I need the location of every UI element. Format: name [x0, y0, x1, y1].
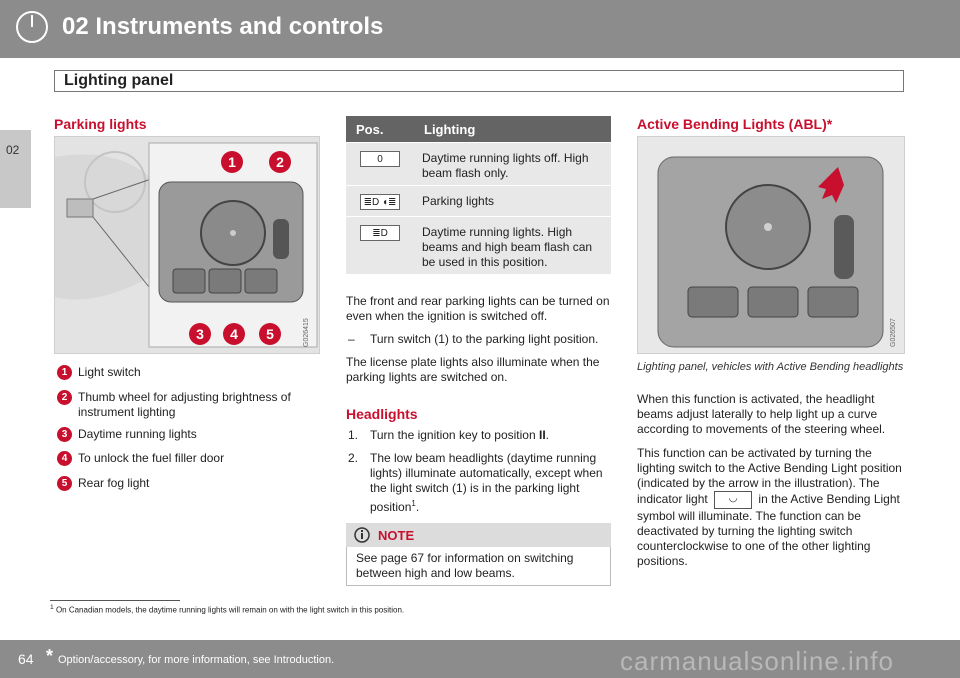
low-beam-icon: ≣D	[360, 225, 400, 241]
abl-paragraph-2	[637, 446, 907, 569]
figure-code: G026507	[890, 318, 897, 347]
parking-lights-heading: Parking lights	[54, 116, 147, 132]
footnote-number: 1	[50, 604, 54, 611]
footer-text: Option/accessory, for more information, see Introduction.	[58, 654, 335, 666]
section-title: Lighting panel	[64, 72, 174, 89]
bullet-instruction: Turn switch (1) to the parking light position.	[370, 332, 599, 346]
callout-badge-5: 5	[57, 476, 72, 491]
figure-callout-2: 2	[269, 151, 291, 173]
step-1-text-c: .	[545, 428, 549, 442]
callout-badge-1: 1	[57, 365, 72, 380]
lighting-positions-table	[346, 116, 611, 274]
abl-indicator-icon: ◡	[714, 491, 752, 509]
footnote	[50, 604, 404, 615]
step-number: 2.	[348, 451, 359, 465]
step-2-text-a: The low beam headlights (daytime running lights) illuminate automatically, except when the light switch (1) is in the parking light position	[370, 451, 603, 514]
abl-paragraph-1: When this function is activated, the headlight beams adjust laterally to help light up a curve according to movements of the steering wheel.	[637, 392, 886, 436]
table-row	[346, 142, 611, 185]
table-header-lighting: Lighting	[424, 121, 476, 137]
footnote-text: On Canadian models, the daytime running lights will remain on with the light switch in this position.	[55, 605, 405, 615]
license-plate-paragraph: The license plate lights also illuminate when the parking lights are switched on.	[346, 355, 600, 384]
ignition-position: II	[538, 428, 546, 442]
table-row	[346, 185, 611, 216]
info-icon	[354, 527, 370, 543]
footnote-divider	[50, 600, 180, 601]
figure-callout-5: 5	[259, 323, 281, 345]
figure-callout-1: 1	[221, 151, 243, 173]
table-row	[346, 216, 611, 274]
footer-star: *	[46, 646, 54, 666]
step-2-text	[370, 451, 615, 515]
callout-badge-2: 2	[57, 390, 72, 405]
chapter-tab	[0, 130, 31, 208]
table-header-pos: Pos.	[356, 121, 384, 137]
gauge-icon	[14, 9, 50, 45]
lighting-panel-figure	[54, 136, 320, 354]
note-title: NOTE	[378, 528, 415, 543]
footnote-ref: 1	[411, 499, 416, 508]
chapter-title: 02 Instruments and controls	[62, 13, 384, 40]
callout-text-2: Thumb wheel for adjusting brightness of instrument lighting	[78, 390, 291, 419]
section-title-box	[54, 70, 904, 92]
chapter-tab-number: 02	[6, 143, 20, 157]
abl-paragraph-2a: This function can be activated by turning the lighting switch to the Active Bending Light position (indicated by the arrow in the illustration). The indicator light	[637, 446, 902, 507]
abl-heading: Active Bending Lights (ABL)*	[637, 116, 833, 132]
abl-panel-figure	[637, 136, 905, 354]
step-number: 1.	[348, 428, 359, 442]
figure-code: G026415	[303, 318, 310, 347]
off-position-icon: 0	[360, 151, 400, 167]
table-header-row	[346, 116, 611, 142]
callout-text-4: To unlock the fuel filler door	[78, 451, 225, 465]
callout-text-3: Daytime running lights	[78, 427, 197, 441]
abl-panel-illustration	[638, 137, 905, 354]
table-cell-lighting: Parking lights	[422, 194, 495, 208]
step-2-text-c: .	[415, 500, 420, 514]
abl-figure-caption: Lighting panel, vehicles with Active Bending headlights	[637, 361, 904, 373]
watermark: carmanualsonline.info	[620, 646, 894, 676]
figure-callout-4: 4	[223, 323, 245, 345]
callout-text-1: Light switch	[78, 365, 141, 379]
step-1-text-a: Turn the ignition key to position	[370, 428, 539, 442]
parking-lights-icon: ≣D ◖≣	[360, 194, 400, 210]
callout-badge-3: 3	[57, 427, 72, 442]
step-1-text	[370, 428, 615, 443]
page-number: 64	[18, 651, 34, 667]
figure-callout-3: 3	[189, 323, 211, 345]
callout-badge-4: 4	[57, 451, 72, 466]
headlights-heading: Headlights	[346, 406, 418, 422]
bullet-dash: –	[348, 332, 355, 346]
parking-lights-paragraph: The front and rear parking lights can be turned on even when the ignition is switched off.	[346, 294, 610, 323]
note-text: See page 67 for information on switching between high and low beams.	[356, 551, 574, 580]
callout-text-5: Rear fog light	[78, 476, 150, 490]
abl-paragraph-2b: in the Active Bending Light symbol will illuminate. The function can be deactivated by turning the lighting switch counterclockwise to one of the other lighting positions.	[637, 492, 900, 568]
table-cell-lighting: Daytime running lights off. High beam flash only.	[422, 151, 589, 180]
table-cell-lighting: Daytime running lights. High beams and high beam flash can be used in this position.	[422, 225, 593, 269]
